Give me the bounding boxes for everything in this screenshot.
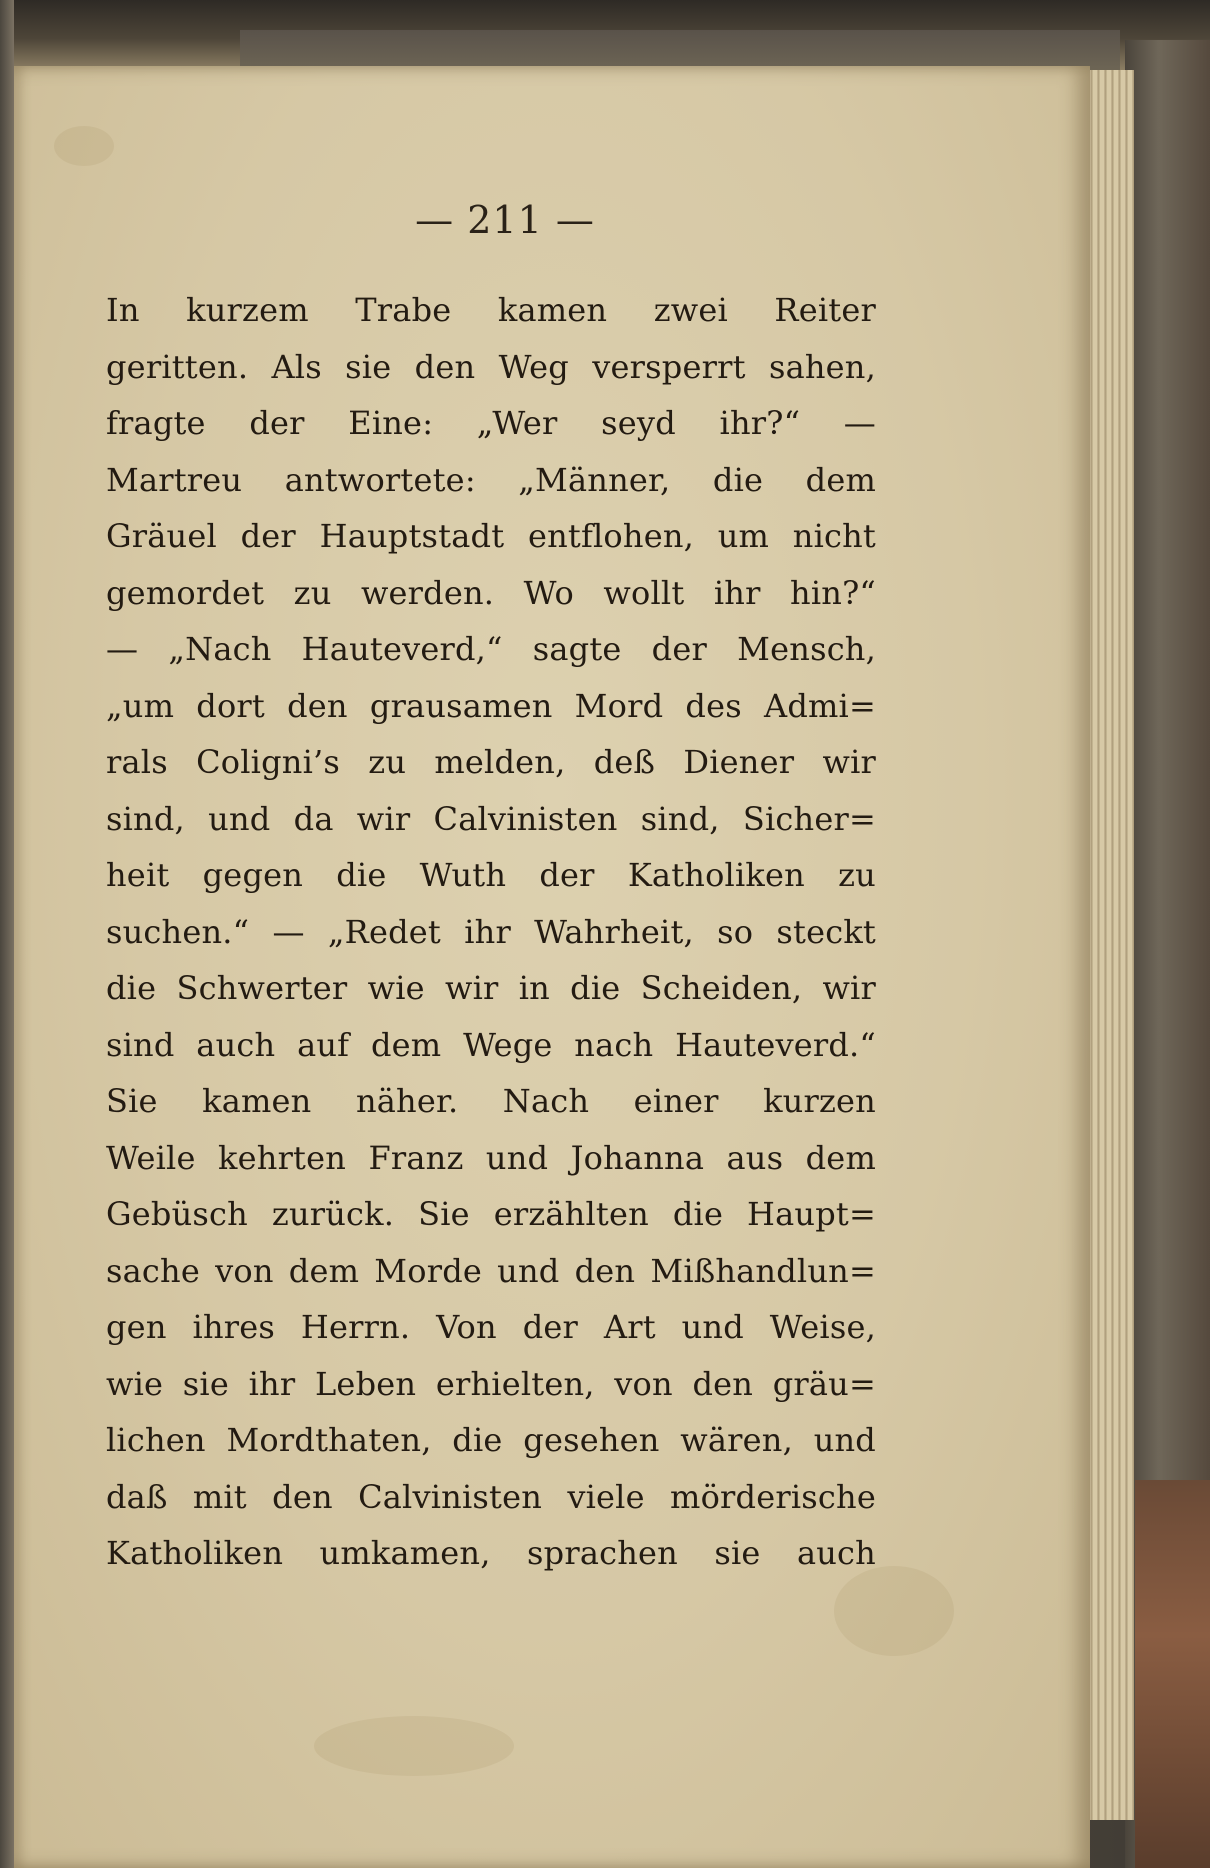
page-stack-edge (1085, 70, 1134, 1820)
text-line: geritten. Als sie den Weg versperrt sahen, (106, 347, 876, 386)
text-line: daß mit den Calvinisten viele mörderische (106, 1477, 876, 1516)
text-line: gemordet zu werden. Wo wollt ihr hin?“ (106, 573, 876, 612)
text-line: rals Coligni’s zu melden, deß Diener wir (106, 743, 876, 781)
body-text (106, 282, 876, 1582)
text-line: sind, und da wir Calvinisten sind, Sicher= (106, 799, 876, 838)
text-line: Martreu antwortete: „Männer, die dem (106, 460, 876, 499)
text-line: sind auch auf dem Wege nach Hauteverd.“ (106, 1025, 876, 1064)
text-line: Sie kamen näher. Nach einer kurzen (106, 1082, 876, 1120)
text-line: — „Nach Hauteverd,“ sagte der Mensch, (106, 630, 876, 668)
paper-stain (314, 1716, 514, 1776)
text-line: „um dort den grausamen Mord des Admi= (106, 686, 876, 725)
text-line: In kurzem Trabe kamen zwei Reiter (106, 291, 876, 329)
text-line: Gebüsch zurück. Sie erzählten die Haupt= (106, 1195, 876, 1233)
text-line: Katholiken umkamen, sprachen sie auch (106, 1534, 876, 1572)
leather-corner (1135, 1480, 1210, 1868)
page-number: — 211 — (415, 198, 595, 242)
text-line: Gräuel der Hauptstadt entflohen, um nicht (106, 517, 876, 555)
text-line: sache von dem Morde und den Mißhandlun= (106, 1251, 876, 1290)
text-line: Weile kehrten Franz und Johanna aus dem (106, 1138, 876, 1177)
text-line: suchen.“ — „Redet ihr Wahrheit, so steckt (106, 912, 876, 951)
text-line: fragte der Eine: „Wer seyd ihr?“ — (106, 404, 876, 442)
text-line: lichen Mordthaten, die gesehen wären, und (106, 1421, 876, 1459)
text-line: gen ihres Herrn. Von der Art und Weise, (106, 1308, 876, 1346)
text-line: heit gegen die Wuth der Katholiken zu (106, 856, 876, 894)
text-line: die Schwerter wie wir in die Scheiden, wir (106, 969, 876, 1007)
paper-stain (54, 126, 114, 166)
left-page-edge (0, 0, 14, 1868)
text-line: wie sie ihr Leben erhielten, von den gräu= (106, 1364, 876, 1403)
